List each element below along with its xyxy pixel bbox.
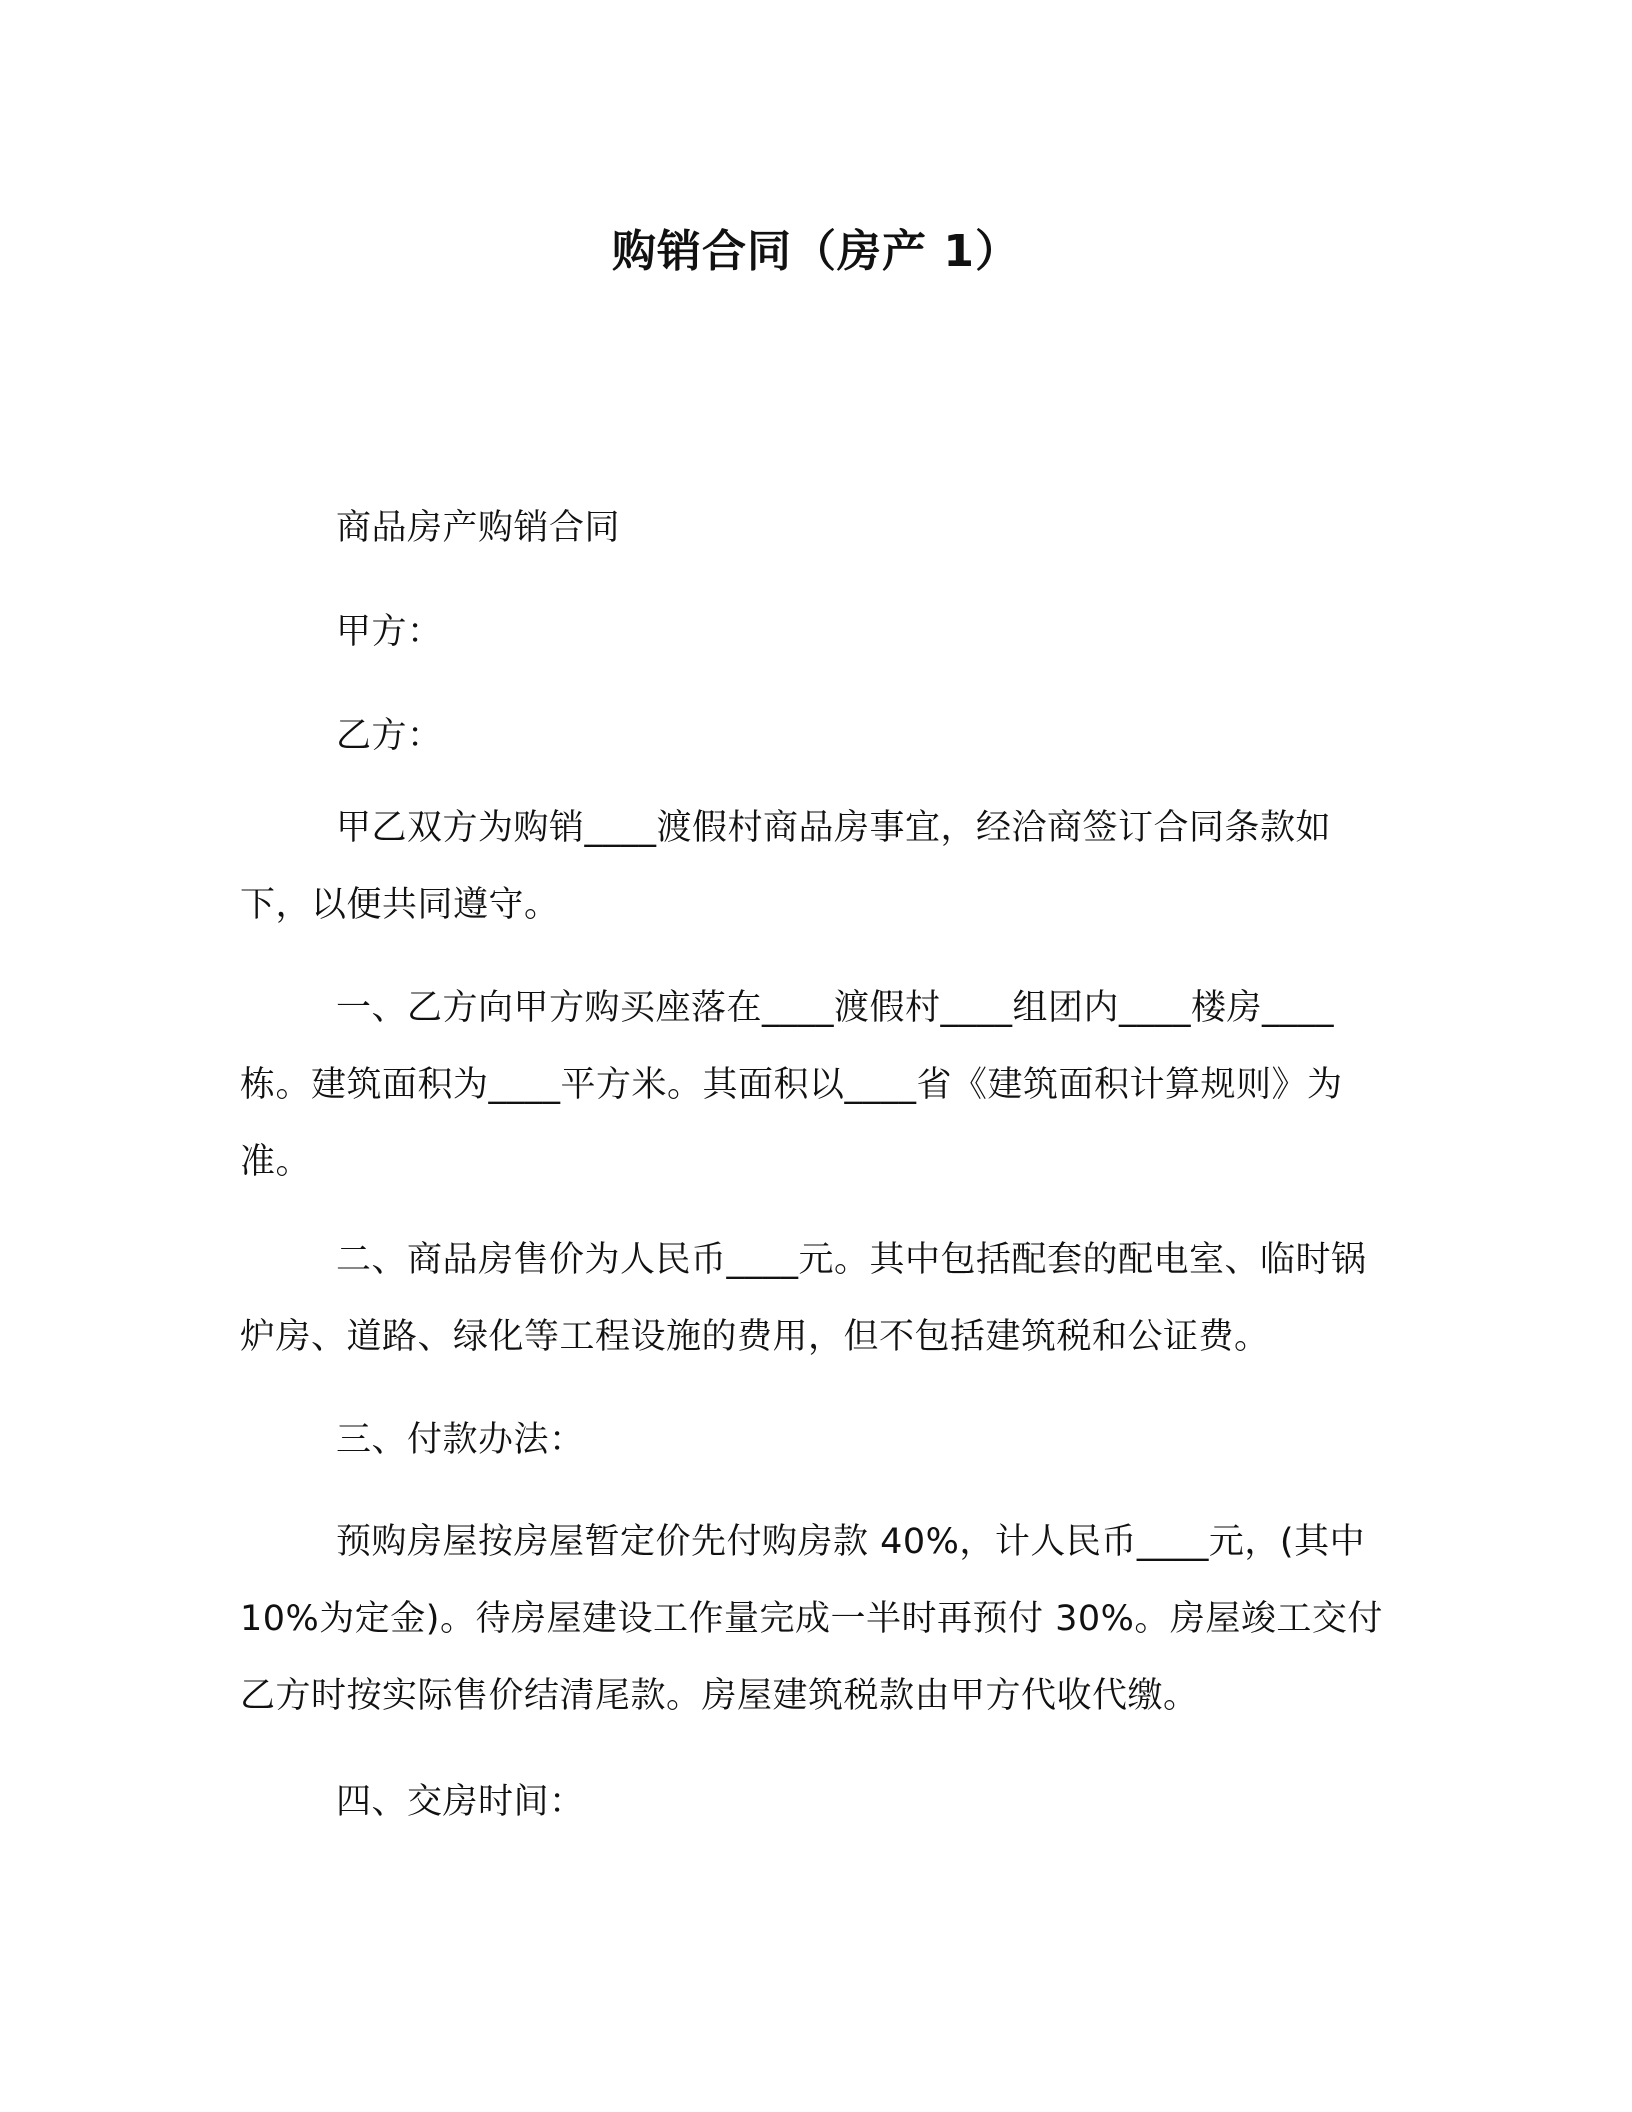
contract-subtitle: 商品房产购销合同 (336, 508, 621, 548)
party-b-label: 乙方： (336, 716, 443, 756)
clause-3-heading: 三、付款办法： (336, 1420, 585, 1460)
clause-2-paragraph: 二、商品房售价为人民币____元。其中包括配套的配电室、临时锅炉房、道路、绿化等工程设施的费用，但不包括建筑税和公证费。 (240, 1240, 1367, 1357)
clause-1-paragraph: 一、乙方向甲方购买座落在____渡假村____组团内____楼房____栋。建筑面积为____平方米。其面积以____省《建筑面积计算规则》为准。 (240, 988, 1343, 1182)
party-a-label: 甲方： (336, 612, 443, 652)
preamble-paragraph: 甲乙双方为购销____渡假村商品房事宜，经洽商签订合同条款如下，以便共同遵守。 (240, 808, 1332, 925)
clause-4-heading: 四、交房时间： (336, 1782, 585, 1822)
document-title: 购销合同（房产 1） (612, 226, 1020, 277)
payment-paragraph: 预购房屋按房屋暂定价先付购房款 40%，计人民币____元，(其中 10%为定金)。待房屋建设工作量完成一半时再预付 30%。房屋竣工交付乙方时按实际售价结清尾款。房屋建筑税款由甲方代收代缴。 (240, 1522, 1383, 1716)
